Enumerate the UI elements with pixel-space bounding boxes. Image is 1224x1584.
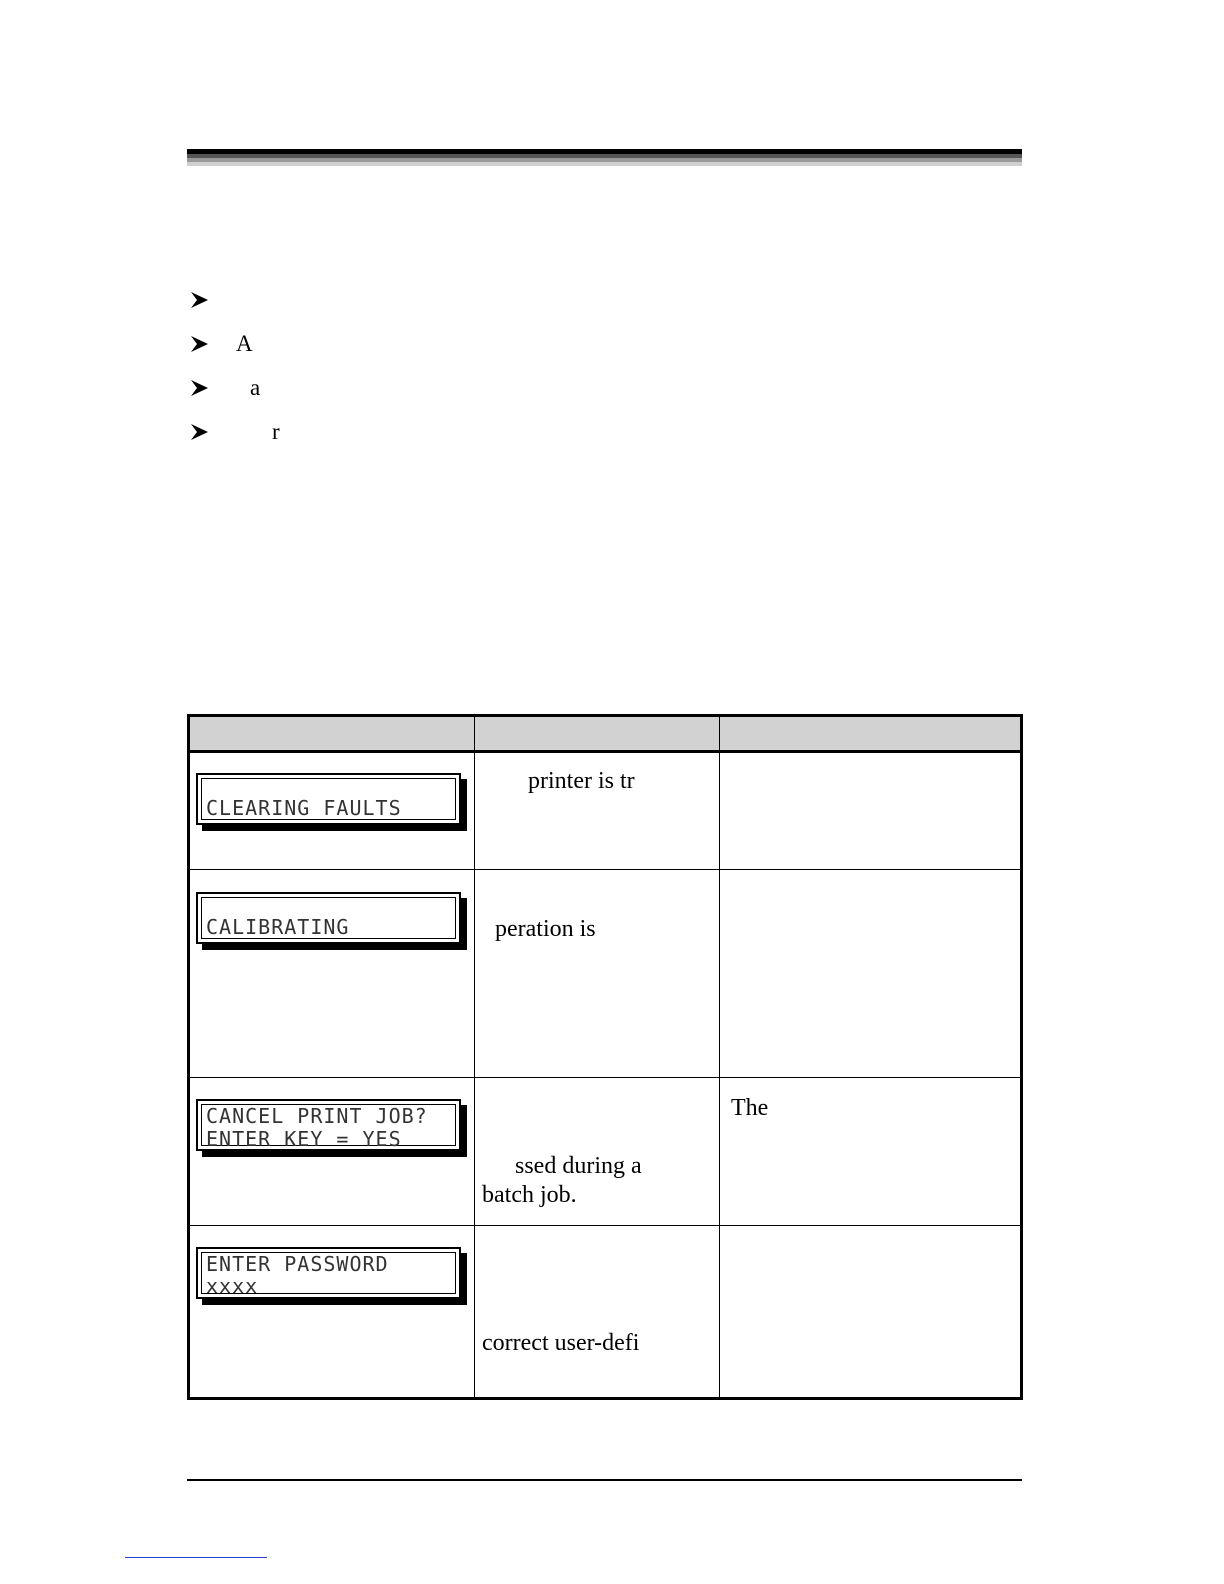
message-text: correct user-defi [482, 1330, 640, 1356]
lcd-line-1: CLEARING FAULTS [206, 796, 402, 820]
column-divider [719, 717, 720, 1397]
arrow-bullet-icon [190, 417, 210, 447]
bullet-text: r [272, 419, 280, 444]
lcd-line-1: CALIBRATING [206, 915, 350, 939]
bullet-item [190, 373, 790, 403]
message-text: ssed during a [515, 1153, 642, 1179]
row-divider [190, 869, 1020, 870]
bullet-text: A [236, 331, 253, 356]
message-text: peration is [495, 916, 596, 942]
header-rule [187, 149, 1022, 167]
action-text: The [731, 1095, 769, 1121]
row-divider [190, 1077, 1020, 1078]
lcd-line-2: xxxx [206, 1274, 259, 1298]
lcd-display [196, 892, 461, 944]
bullet-item [190, 417, 790, 447]
lcd-line-1: ENTER PASSWORD [206, 1252, 389, 1276]
footer-link-underline [125, 1557, 267, 1558]
lcd-line-2: ENTER KEY = YES [206, 1127, 402, 1151]
bullet-item [190, 285, 790, 315]
row-divider [190, 1225, 1020, 1226]
arrow-bullet-icon [190, 329, 210, 359]
bullet-text: a [250, 375, 261, 400]
lcd-display [196, 773, 461, 825]
table-header [190, 717, 1020, 753]
footer-rule [187, 1479, 1022, 1481]
arrow-bullet-icon [190, 285, 210, 315]
lcd-display [196, 1099, 461, 1151]
arrow-bullet-icon [190, 373, 210, 403]
lcd-display [196, 1247, 461, 1299]
message-text: printer is tr [528, 768, 635, 794]
lcd-line-1: CANCEL PRINT JOB? [206, 1104, 428, 1128]
message-table [187, 714, 1023, 1400]
message-text: batch job. [482, 1182, 577, 1208]
bullet-item [190, 329, 790, 359]
column-divider [474, 717, 475, 1397]
